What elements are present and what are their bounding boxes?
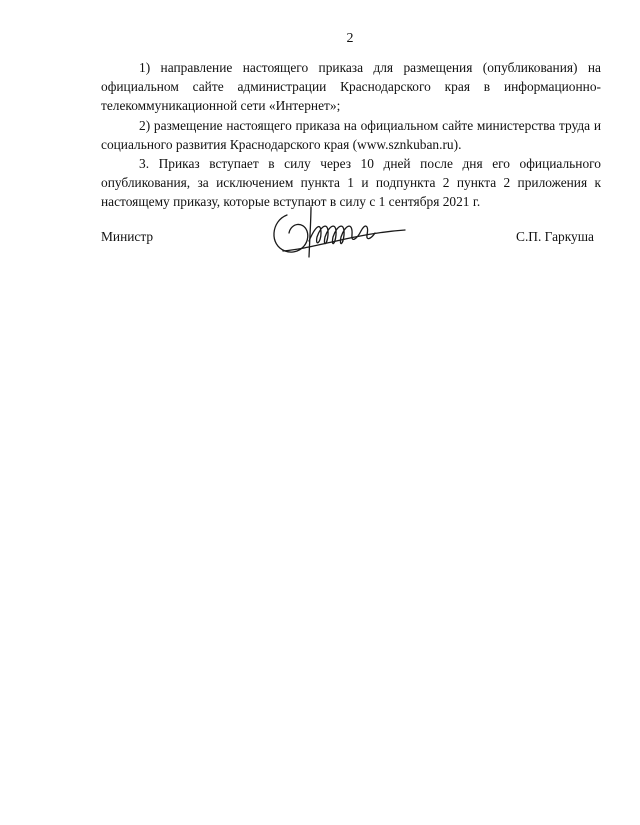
signatory-name: С.П. Гаркуша — [516, 229, 594, 244]
paragraph-effective-date: 3. Приказ вступает в силу через 10 дней после дня его официального опубликования, за исключением пункта 1 и подпункта 2 пункта 2 приложения к настоящему приказу, которые вступают в силу с 1 сентября 2021 г. — [101, 156, 601, 210]
document-body — [101, 58, 601, 212]
page-number: 2 — [346, 31, 354, 46]
handwritten-signature — [265, 203, 410, 263]
paragraph-ministry-site: 2) размещение настоящего приказа на официальном сайте министерства труда и социального развития Краснодарского края (www.sznkuban.ru). — [101, 117, 601, 152]
paragraph-publication-portal: 1) направление настоящего приказа для размещения (опубликования) на официальном сайте администрации Краснодарского края в информационно-телекоммуникационной сети «Интернет»; — [101, 60, 601, 114]
signatory-title: Министр — [101, 229, 154, 244]
